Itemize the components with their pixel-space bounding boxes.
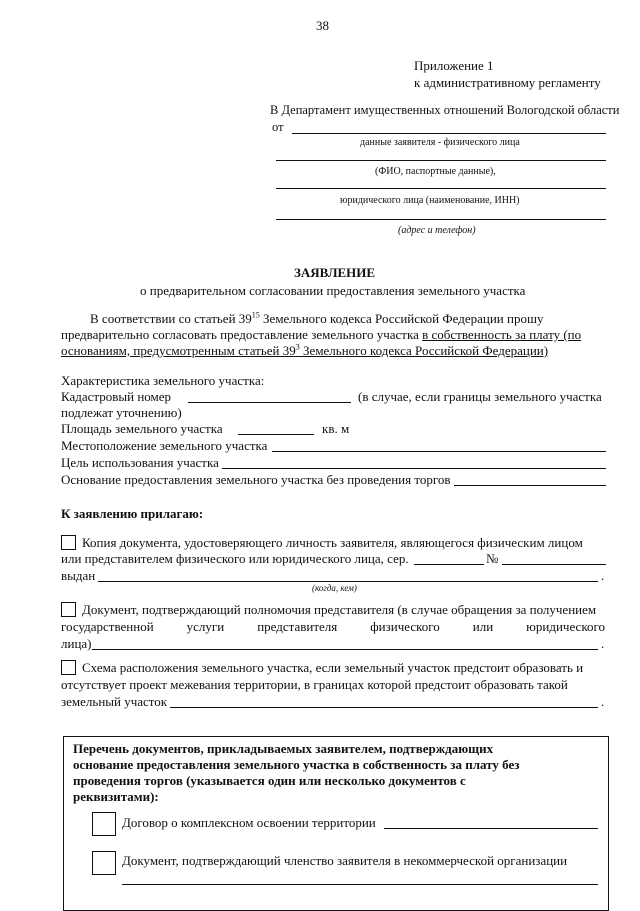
basis-label: Основание предоставления земельного участка без проведения торгов	[61, 472, 451, 487]
characteristics-heading: Характеристика земельного участка:	[61, 373, 265, 388]
hint-legal: юридического лица (наименование, ИНН)	[340, 195, 520, 206]
item3-line3: земельный участок	[61, 694, 168, 709]
item1-line2: или представителем физического или юридического лица, сер.	[61, 551, 409, 566]
page-number: 38	[316, 18, 329, 33]
area-input[interactable]	[238, 434, 314, 435]
area-label: Площадь земельного участка	[61, 421, 223, 436]
number-label: №	[486, 551, 499, 566]
box-line1: Перечень документов, прикладываемых заявителем, подтверждающих	[73, 741, 494, 756]
issued-label: выдан	[61, 568, 96, 583]
purpose-label: Цель использования участка	[61, 455, 219, 470]
statement-title: ЗАЯВЛЕНИЕ	[294, 265, 376, 280]
checkbox-scheme-doc[interactable]	[61, 660, 76, 675]
intro-line-1: В соответствии со статьей $39^{15}$ Земельного кодекса Российской Федерации прошу	[90, 310, 544, 326]
number-input[interactable]	[502, 564, 606, 565]
statement-subtitle: о предварительном согласовании предоставления земельного участка	[140, 283, 526, 298]
item1-line1: Копия документа, удостоверяющего личность заявителя, являющегося физическим лицом	[82, 535, 583, 550]
scheme-input[interactable]	[170, 707, 598, 708]
dot: .	[601, 568, 605, 583]
addressee-to: В Департамент имущественных отношений Вологодской области	[270, 103, 620, 117]
checkbox-authority-doc[interactable]	[61, 602, 76, 617]
applicant-field-3[interactable]	[276, 188, 606, 189]
appendix-subtitle: к административному регламенту	[414, 75, 601, 90]
location-input[interactable]	[272, 451, 606, 452]
dot: .	[601, 636, 605, 651]
opt2-input[interactable]	[122, 884, 598, 885]
box-line4: реквизитами):	[73, 789, 159, 804]
applicant-field[interactable]	[292, 133, 606, 134]
opt1-input[interactable]	[384, 828, 598, 829]
location-label: Местоположение земельного участка	[61, 438, 268, 453]
intro-line-2: предварительно согласовать предоставление земельного участка в собственность за плату (по	[61, 327, 582, 342]
checkbox-complex-development[interactable]	[92, 812, 116, 836]
box-line2: основание предоставления земельного участка в собственность за плату без	[73, 757, 520, 772]
item3-line1: Схема расположения земельного участка, если земельный участок предстоит образовать и	[82, 660, 584, 675]
purpose-input[interactable]	[222, 468, 606, 469]
from-label: от	[272, 120, 284, 134]
applicant-field-2[interactable]	[276, 160, 606, 161]
item3-line2: отсутствует проект межевания территории, в границах которой предстоит образовать такой	[61, 677, 568, 692]
item2-line2: государственной услуги представителя физического или юридического	[61, 619, 605, 634]
area-unit: кв. м	[322, 421, 350, 436]
intro-line-3: основаниям, предусмотренным статьей $39^3$ Земельного кодекса Российской Федерации)	[61, 342, 549, 358]
cadastral-note-2: подлежат уточнению)	[61, 405, 182, 420]
cadastral-input[interactable]	[188, 402, 351, 403]
cadastral-note: (в случае, если границы земельного участка	[358, 389, 602, 404]
opt1-label: Договор о комплексном освоении территории	[122, 815, 376, 830]
issued-hint: (когда, кем)	[312, 583, 357, 593]
issued-input[interactable]	[98, 581, 598, 582]
box-line3: проведения торгов (указывается один или несколько документов с	[73, 773, 466, 788]
hint-individual: данные заявителя - физического лица	[360, 137, 520, 148]
opt2-label: Документ, подтверждающий членство заявителя в некоммерческой организации	[122, 853, 568, 868]
hint-address: (адрес и телефон)	[398, 225, 476, 236]
item2-line3: лица)	[61, 636, 92, 651]
cadastral-label: Кадастровый номер	[61, 389, 172, 404]
checkbox-identity-doc[interactable]	[61, 535, 76, 550]
dot: .	[601, 694, 605, 709]
checkbox-membership[interactable]	[92, 851, 116, 875]
appendix-title: Приложение 1	[414, 58, 494, 73]
item2-line1: Документ, подтверждающий полномочия представителя (в случае обращения за получением	[82, 602, 597, 617]
hint-passport: (ФИО, паспортные данные),	[375, 166, 496, 177]
basis-input[interactable]	[454, 485, 606, 486]
series-input[interactable]	[414, 564, 484, 565]
representative-input[interactable]	[92, 649, 598, 650]
attachments-heading: К заявлению прилагаю:	[61, 506, 204, 521]
applicant-field-4[interactable]	[276, 219, 606, 220]
